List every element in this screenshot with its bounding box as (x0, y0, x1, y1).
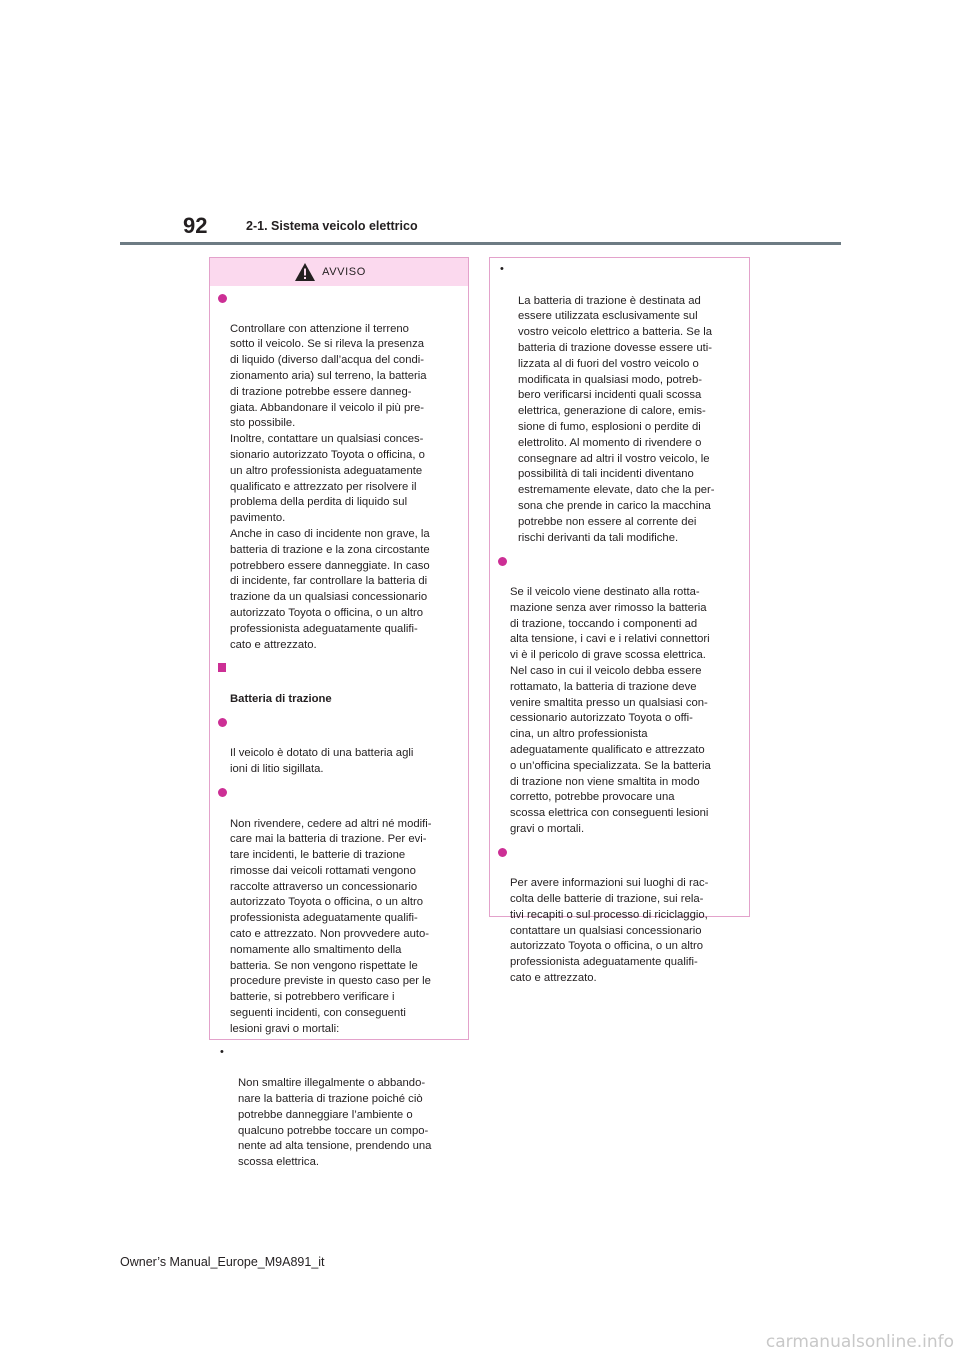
left-column-content (210, 286, 468, 1171)
subsection-heading-text: Batteria di trazione (230, 692, 332, 705)
subsection-heading (218, 660, 458, 707)
small-bullet-icon: • (500, 263, 504, 275)
header-rule (120, 242, 841, 245)
list-item-text: Non rivendere, cedere ad altri né modifi- care mai la batteria di trazione. Per evi- tare incidenti, le batterie di trazione rimosse dai veicoli rottamati vengono raccolte attraverso un concessionario autorizzato Toyota o officina, o un altro professionista adeguatamente qualifi- cato e attrezzato. Non provvedere auto- nomamente allo smaltimento della batteria. Se non vengono rispettate le procedure previste in questo caso per le batterie, si potrebbero verificare i seguenti incidenti, con conseguenti lesioni gravi o mortali: (230, 817, 432, 1035)
list-item (218, 785, 458, 1038)
list-item (498, 845, 739, 987)
small-bullet-icon: • (220, 1045, 224, 1058)
list-item (218, 290, 458, 653)
list-item-text: Il veicolo è dotato di una batteria agli ioni di litio sigillata. (230, 747, 414, 776)
warning-label: AVVISO (322, 266, 366, 278)
list-item-text: Per avere informazioni sui luoghi di rac- colta delle batterie di trazione, sui rela- tivi recapiti o sul processo di riciclaggio, contattare un qualsiasi concessionario autorizzato Toyota o officina, o un altro professionista adeguatamente qualifi- cato e attrezzato. (510, 877, 709, 985)
bullet-dot-icon (218, 718, 227, 727)
list-item (498, 553, 739, 837)
page-number: 92 (183, 213, 208, 238)
sub-list-item-text: La batteria di trazione è destinata ad essere utilizzata esclusivamente sul vostro veicolo elettrico a batteria. Se la batteria di trazione dovesse essere uti- lizzata al di fuori del vostro veicolo o modificata in qualsiasi modo, potreb- bero verificarsi incidenti quali scossa elettrica, generazione di calore, emis- sione di fumo, esplosioni o perdite di elettrolito. Al momento di rivendere o consegnare ad altri il vostro veicolo, le possibilità di tali incidenti diventano estremamente elevate, dato che la per- sona che prende in carico la macchina potrebbe non essere al corrente dei rischi derivanti da tali modifiche. (518, 294, 715, 544)
list-item-text: Se il veicolo viene destinato alla rotta- mazione senza aver rimosso la batteria di trazione, toccando i componenti ad alta tensione, i cavi e i relativi connettori vi è il pericolo di grave scossa elettrica. Nel caso in cui il veicolo debba essere rottamato, la batteria di trazione deve venire smaltita presso un qualsiasi con- cessionario autorizzato Toyota o offi- cina, un altro professionista adeguatamente qualificato e attrezzato o un’officina specializzata. Se la batteria di trazione non viene smaltita in modo corretto, potrebbe provocare una scossa elettrica con conseguenti lesioni gravi o mortali. (510, 585, 711, 835)
section-title: 2-1. Sistema veicolo elettrico (246, 219, 418, 233)
right-column-content (490, 258, 749, 987)
sub-list-item-text: Non smaltire illegalmente o abbando- nare la batteria di trazione poiché ciò potrebbe danneggiare l’ambiente o qualcuno potrebbe toccare un compo- nente ad alta tensione, prendendo una scossa elettrica. (238, 1077, 432, 1169)
bullet-dot-icon (218, 788, 227, 797)
warning-box-continued (489, 257, 750, 985)
footer-text: Owner’s Manual_Europe_M9A891_it (120, 1255, 325, 1269)
bullet-dot-icon (498, 557, 507, 566)
sub-list-item (220, 1045, 458, 1171)
list-item (218, 715, 458, 778)
sub-list-item (500, 262, 739, 546)
warning-header (210, 258, 468, 286)
list-item-text: Controllare con attenzione il terreno sotto il veicolo. Se si rileva la presenza di liquido (diverso dall’acqua del condi- zionamento aria) sul terreno, la batteria di trazione potrebbe essere danneg- giata. Abbandonare il veicolo il più pre- sto possibile. Inoltre, contattare un qualsiasi conces- sionario autorizzato Toyota o officina, o un altro professionista adeguatamente qualificato e attrezzato per risolvere il problema della perdita di liquido sul pavimento. Anche in caso di incidente non grave, la batteria di trazione e la zona circostante potrebbero essere danneggiate. In caso di incidente, far controllare la batteria di trazione da un qualsiasi concessionario autorizzato Toyota o officina, o un altro professionista adeguatamente qualifi- cato e attrezzato. (230, 322, 430, 651)
warning-box (209, 257, 469, 1169)
watermark: carmanualsonline.info (765, 1332, 954, 1352)
bullet-dot-icon (498, 848, 507, 857)
bullet-dot-icon (218, 294, 227, 303)
warning-triangle-icon (294, 262, 316, 282)
bullet-square-icon (218, 663, 226, 672)
